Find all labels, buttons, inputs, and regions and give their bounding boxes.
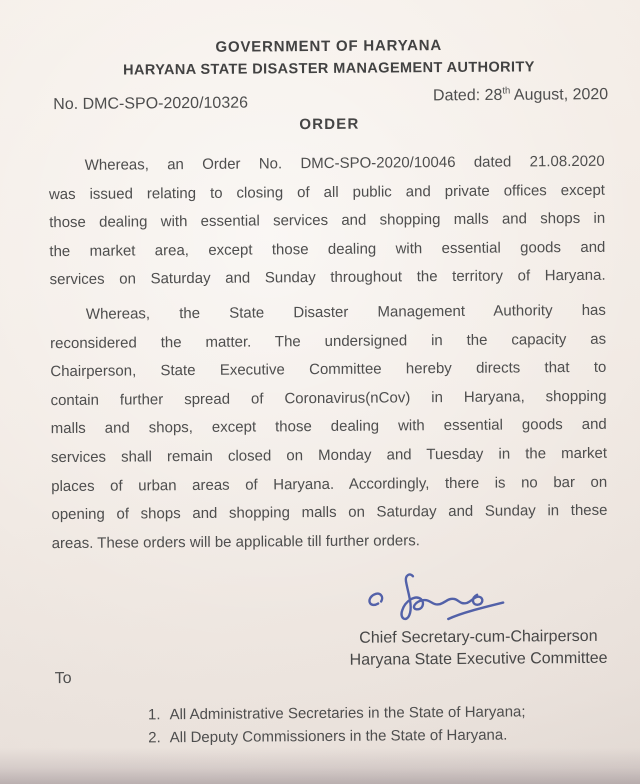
recipient-item <box>148 723 613 750</box>
signature-scribble-icon <box>360 567 510 626</box>
text-line: the market area, except those dealing with essential goods and <box>49 238 606 260</box>
signatory-committee: Haryana State Executive Committee <box>349 649 608 669</box>
text-line: Whereas, the State Disaster Management Authority has <box>85 301 606 323</box>
signature-block <box>332 566 625 672</box>
authority-title: HARYANA STATE DISASTER MANAGEMENT AUTHORITY <box>123 59 535 79</box>
text-line: reconsidered the matter. The undersigned in the capacity as <box>50 330 607 352</box>
recipient-text: All Deputy Commissioners in the State of Haryana. <box>169 726 508 747</box>
text-line: services on Saturday and Sunday throughout the territory of Haryana. <box>49 267 606 289</box>
text-line: services shall remain closed on Monday and Tuesday in the market <box>50 444 608 467</box>
order-date <box>433 85 608 106</box>
date-text: Dated: 28 <box>432 86 503 105</box>
text-line: those dealing with essential services and shopping malls and shops in <box>49 209 606 232</box>
signatory-title: Chief Secretary-cum-Chairperson <box>359 627 598 647</box>
paragraph-1 <box>49 148 606 295</box>
order-body <box>49 148 608 559</box>
text-line: areas. These orders will be applicable till further orders. <box>51 531 420 552</box>
text-line: Whereas, an Order No. DMC-SPO-2020/10046 dated 21.08.2020 <box>84 152 605 174</box>
order-number: No. DMC-SPO-2020/10326 <box>53 94 249 114</box>
order-heading: ORDER <box>299 115 360 134</box>
addressee-label: To <box>54 669 72 688</box>
text-line: opening of shops and shopping malls on Saturday and Sunday in these <box>51 501 608 524</box>
text-line: contain further spread of Coronavirus(nCov) in Haryana, shopping <box>50 387 607 409</box>
reference-row <box>53 85 609 116</box>
recipient-number: 1. <box>147 706 161 724</box>
date-month-year: August, 2020 <box>510 86 609 104</box>
text-line: was issued relating to closing of all public and private offices except <box>48 181 605 203</box>
document-header <box>20 33 638 82</box>
text-line: malls and shops, except those dealing with essential goods and <box>50 416 607 438</box>
recipients-list <box>148 700 613 750</box>
government-title: GOVERNMENT OF HARYANA <box>215 37 443 56</box>
text-line: places of urban areas of Haryana. Accordingly, there is no bar on <box>51 473 608 495</box>
recipient-number: 2. <box>148 729 161 747</box>
date-ordinal: th <box>502 85 511 97</box>
paragraph-2 <box>50 297 608 559</box>
text-line: Chairperson, State Executive Committee hereby directs that to <box>50 358 607 381</box>
recipient-text: All Administrative Secretaries in the State of Haryana; <box>169 703 526 724</box>
